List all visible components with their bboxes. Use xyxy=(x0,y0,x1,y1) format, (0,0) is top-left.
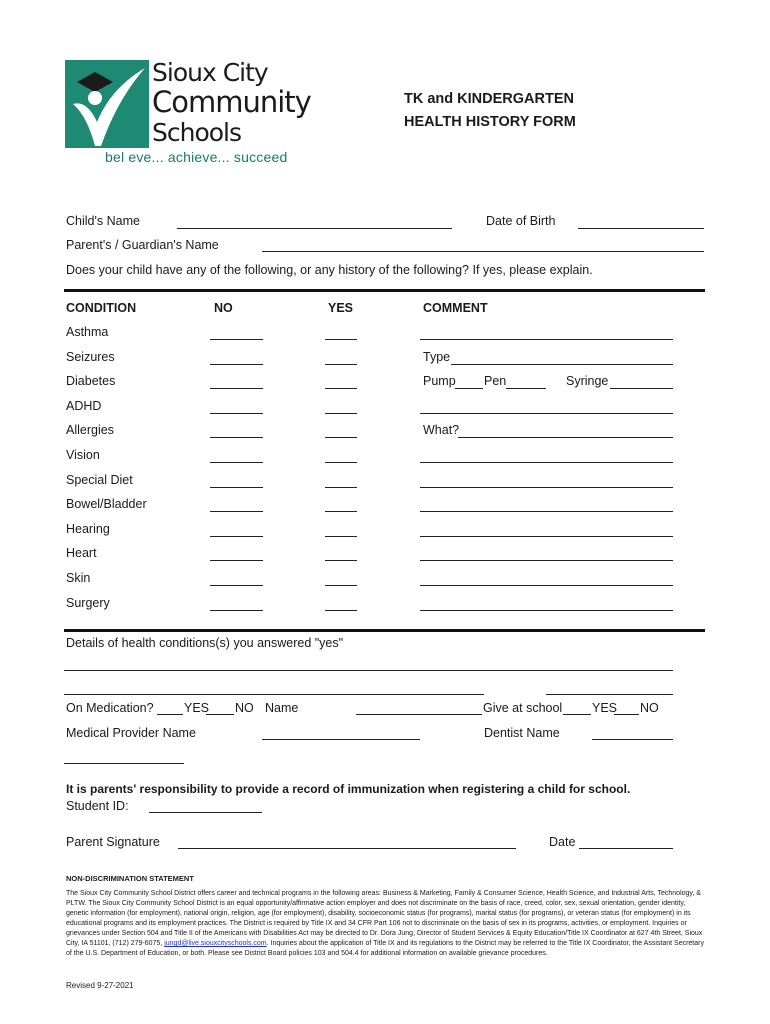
comment-field[interactable] xyxy=(458,437,673,438)
yes-field[interactable] xyxy=(325,511,357,512)
syringe-field[interactable] xyxy=(610,388,673,389)
no-field[interactable] xyxy=(210,339,263,340)
dob-field[interactable] xyxy=(578,228,704,229)
child-name-field[interactable] xyxy=(177,228,452,229)
condition-label: Heart xyxy=(66,546,97,560)
condition-label: Bowel/Bladder xyxy=(66,497,147,511)
yes-field[interactable] xyxy=(325,364,357,365)
give-no-label: NO xyxy=(640,701,659,715)
yes-field[interactable] xyxy=(325,585,357,586)
pen-field[interactable] xyxy=(506,388,546,389)
nondiscrimination-heading: NON-DISCRIMINATION STATEMENT xyxy=(66,874,194,883)
condition-label: Allergies xyxy=(66,423,114,437)
nondiscrimination-text-part-2: . Inquiries about the application of Title IX and its regulations to the District may be referred to the Title IX Coordinator, the Assistant Secretary of the U.S. Department of Education, or both. Please see District Board policies 103 and 504.4 for additional information on available grievance procedures. xyxy=(66,940,704,957)
condition-label: Asthma xyxy=(66,325,109,339)
yes-field[interactable] xyxy=(325,413,357,414)
pump-label: Pump xyxy=(423,374,456,388)
student-id-label: Student ID: xyxy=(66,799,129,813)
guardian-label: Parent's / Guardian's Name xyxy=(66,238,219,252)
comment-field[interactable] xyxy=(420,536,673,537)
comment-field[interactable] xyxy=(420,462,673,463)
comment-prompt: Type xyxy=(423,350,451,364)
details-line-2[interactable] xyxy=(64,694,484,695)
immunization-notice: It is parents' responsibility to provide a record of immunization when registering a child for school. xyxy=(66,782,631,796)
dentist-label: Dentist Name xyxy=(484,726,560,740)
pen-label: Pen xyxy=(484,374,507,388)
yes-header: YES xyxy=(328,301,354,315)
pump-field[interactable] xyxy=(455,388,483,389)
medication-no-field[interactable] xyxy=(206,714,234,715)
no-field[interactable] xyxy=(210,437,263,438)
coordinator-email-link[interactable]: jungd@live.siouxcityschools.com xyxy=(164,940,267,947)
no-field[interactable] xyxy=(210,413,263,414)
medication-yes-label: YES xyxy=(184,701,210,715)
condition-label: Diabetes xyxy=(66,374,116,388)
condition-label: Special Diet xyxy=(66,473,133,487)
yes-field[interactable] xyxy=(325,487,357,488)
yes-field[interactable] xyxy=(325,536,357,537)
parent-signature-field[interactable] xyxy=(178,848,516,849)
district-logo xyxy=(65,58,311,170)
no-field[interactable] xyxy=(210,536,263,537)
medication-name-field[interactable] xyxy=(356,714,482,715)
medication-yes-field[interactable] xyxy=(157,714,183,715)
syringe-label: Syringe xyxy=(566,374,609,388)
no-field[interactable] xyxy=(210,487,263,488)
comment-field[interactable] xyxy=(420,511,673,512)
medication-name-label: Name xyxy=(265,701,299,715)
logo-line-2: Community xyxy=(152,85,311,119)
medication-no-label: NO xyxy=(235,701,254,715)
table-top-rule xyxy=(64,289,705,292)
no-field[interactable] xyxy=(210,388,263,389)
logo-line-1: Sioux City xyxy=(152,58,268,87)
medication-label: On Medication? xyxy=(66,701,154,715)
condition-label: Skin xyxy=(66,571,91,585)
yes-field[interactable] xyxy=(325,437,357,438)
revised-date: Revised 9-27-2021 xyxy=(66,981,134,990)
condition-label: Hearing xyxy=(66,522,110,536)
guardian-field[interactable] xyxy=(262,251,704,252)
logo-line-3: Schools xyxy=(152,118,242,147)
yes-field[interactable] xyxy=(325,610,357,611)
condition-label: ADHD xyxy=(66,399,102,413)
comment-header: COMMENT xyxy=(423,301,488,315)
comment-field[interactable] xyxy=(420,585,673,586)
logo-tagline: bel eve... achieve... succeed xyxy=(105,149,288,165)
no-field[interactable] xyxy=(210,364,263,365)
condition-header: CONDITION xyxy=(66,301,137,315)
comment-field[interactable] xyxy=(451,364,673,365)
logo-mark-icon xyxy=(65,60,149,148)
yes-field[interactable] xyxy=(325,462,357,463)
parent-signature-label: Parent Signature xyxy=(66,835,160,849)
condition-label: Surgery xyxy=(66,596,110,610)
date-field[interactable] xyxy=(579,848,673,849)
comment-field[interactable] xyxy=(420,487,673,488)
details-label: Details of health conditions(s) you answered "yes" xyxy=(66,636,344,650)
dentist-field[interactable] xyxy=(592,739,673,740)
comment-field[interactable] xyxy=(420,610,673,611)
no-field[interactable] xyxy=(210,462,263,463)
provider-continuation-field[interactable] xyxy=(64,763,184,764)
details-line-1[interactable] xyxy=(64,670,673,671)
history-question: Does your child have any of the following, or any history of the following? If yes, please explain. xyxy=(66,263,593,277)
comment-field[interactable] xyxy=(420,339,673,340)
nondiscrimination-text xyxy=(66,889,706,959)
child-name-label: Child's Name xyxy=(66,214,140,228)
dob-label: Date of Birth xyxy=(486,214,556,228)
medical-provider-label: Medical Provider Name xyxy=(66,726,196,740)
give-no-field[interactable] xyxy=(614,714,639,715)
no-field[interactable] xyxy=(210,560,263,561)
condition-label: Seizures xyxy=(66,350,115,364)
no-field[interactable] xyxy=(210,585,263,586)
give-yes-label: YES xyxy=(592,701,618,715)
comment-field[interactable] xyxy=(420,413,673,414)
condition-label: Vision xyxy=(66,448,100,462)
medical-provider-field[interactable] xyxy=(262,739,420,740)
no-header: NO xyxy=(214,301,233,315)
no-field[interactable] xyxy=(210,610,263,611)
form-title-line-2: HEALTH HISTORY FORM xyxy=(404,114,576,130)
form-title-line-1: TK and KINDERGARTEN xyxy=(404,91,574,107)
give-yes-field[interactable] xyxy=(563,714,591,715)
comment-field[interactable] xyxy=(420,560,673,561)
date-label: Date xyxy=(549,835,576,849)
yes-field[interactable] xyxy=(325,388,357,389)
yes-field[interactable] xyxy=(325,560,357,561)
give-at-school-label: Give at school xyxy=(483,701,563,715)
yes-field[interactable] xyxy=(325,339,357,340)
student-id-field[interactable] xyxy=(149,812,262,813)
details-line-3[interactable] xyxy=(546,694,673,695)
table-bottom-rule xyxy=(64,629,705,632)
nondiscrimination-text-part-1: The Sioux City Community School District offers career and technical programs in the following areas: Business & Marketing, Family & Consumer Science, Health Science, and Industrial Arts, Technology, & PLTW. The Sioux City Community School District is an equal opportunity/affirmative action employer and does not discriminate on the basis of race, creed, color, sex, sexual orientation, gender identity, genetic information (for employment), national origin, religion, age (for employment), disability, socioeconomic status (for programs), marital status (for programs), or veteran status (for employment) in its educational programs and its employment practices. The District is required by Title IX and 34 CFR Part 106 not to discriminate on the basis of sex in its programs, activities, or employment. Inquiries or grievances under Section 504 and Title II of the Americans with Disabilities Act may be directed to Dr. Dora Jung, Director of Student Services & Equity Education/Title IX Coordinator at 627 4th Street, Sioux City, IA 51101, (712) 279-6075, xyxy=(66,890,703,947)
no-field[interactable] xyxy=(210,511,263,512)
comment-prompt: What? xyxy=(423,423,460,437)
